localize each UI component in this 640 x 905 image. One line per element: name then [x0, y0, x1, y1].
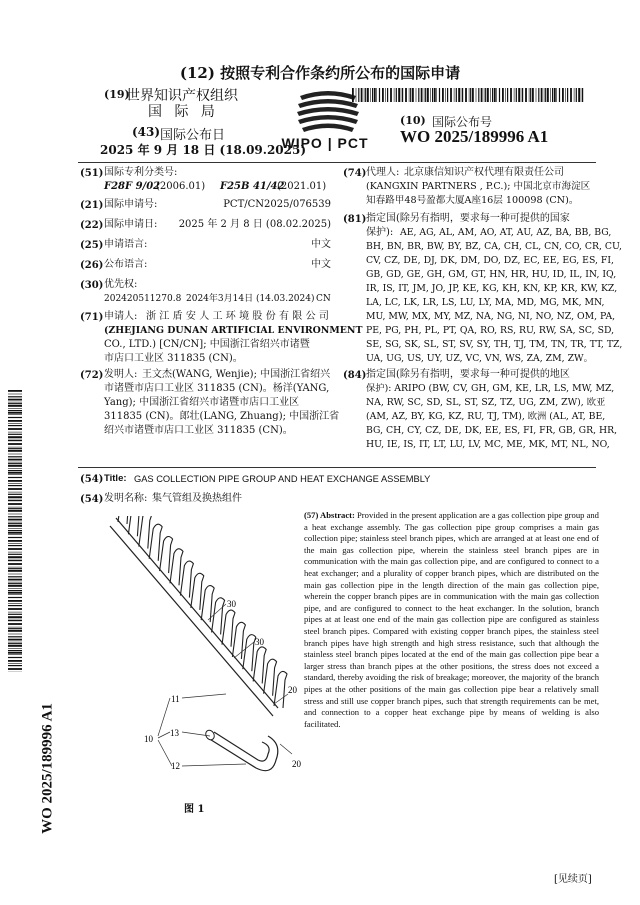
label-20-a: 20: [288, 685, 297, 695]
leader-lines: [158, 604, 292, 766]
branch-pipe: [160, 536, 173, 573]
f72-code: (72): [80, 370, 104, 381]
header-divider: [78, 162, 596, 163]
f74-line1: 北京康信知识产权代理有限责任公司: [404, 167, 564, 178]
f21-value: PCT/CN2025/076539: [223, 199, 331, 210]
branch-pipe: [212, 598, 225, 635]
inlet-pipe-outer: [208, 736, 278, 771]
f25-value: 中文: [311, 239, 331, 250]
f71-label: 申请人:: [104, 311, 138, 322]
f22-value: 2025 年 2 月 8 日 (08.02.2025): [178, 219, 331, 230]
f71-line1: 浙江盾安人工环境股份有限公司: [146, 311, 333, 322]
document-title: (12) 按照专利合作条约所公布的国际申请: [179, 64, 461, 82]
wipo-pct-logo-text: WIPO | PCT: [281, 135, 369, 151]
branch-pipe: [243, 635, 256, 672]
f30-country: CN: [316, 294, 331, 304]
f84-line3: BG, CH, CY, CZ, DE, DK, EE, ES, FI, FR, GB, GR, HR,: [366, 425, 618, 436]
f74-label: 代理人:: [366, 167, 400, 178]
side-pubno: WO 2025/189996 A1: [39, 703, 56, 834]
f21-label: 国际申请号:: [104, 199, 158, 210]
pubdate-value: 2025 年 9 月 18 日 (18.09.2025): [100, 143, 307, 157]
f81-line1: AE, AG, AL, AM, AO, AT, AU, AZ, BA, BB, BG,: [400, 227, 612, 238]
f72-label: 发明人:: [104, 369, 138, 380]
label-20-b: 20: [292, 759, 301, 769]
f26-label: 公布语言:: [104, 259, 148, 270]
f71-line3: CO., LTD.) [CN/CN]; 中国浙江省绍兴市诸暨: [104, 339, 310, 350]
pubdate-code: (43): [132, 125, 161, 139]
title-divider: [78, 467, 596, 468]
f71-line2: (ZHEJIANG DUNAN ARTIFICIAL ENVIRONMENT: [104, 325, 363, 336]
f81-line8: PE, PG, PH, PL, PT, QA, RO, RS, RU, RW, SA, SC, SD,: [366, 325, 615, 336]
f30-date: 2024年3月14日 (14.03.2024): [186, 294, 315, 304]
f51-label: 国际专利分类号:: [104, 167, 178, 178]
f54-zh-code: (54): [80, 494, 104, 505]
barcode-side-icon: [8, 390, 22, 672]
branch-pipe: [232, 622, 245, 659]
f81-line10: UA, UG, US, UY, UZ, VC, VN, WS, ZA, ZM, ZW。: [366, 353, 593, 364]
abstract: [304, 510, 599, 730]
continued-note: [见续页]: [554, 874, 592, 885]
f51-ipc2: F25B 41/42: [220, 181, 285, 192]
f72-line3: Yang); 中国浙江省绍兴市诸暨市店口工业区: [104, 397, 300, 408]
label-30-a: 30: [227, 599, 236, 609]
branch-pipe: [149, 524, 162, 561]
f81-line5: IR, IS, IT, JM, JO, JP, KE, KG, KH, KN, KP, KR, KW, KZ,: [366, 283, 618, 294]
f51-code: (51): [80, 168, 104, 179]
f84-line4: HU, IE, IS, IT, LT, LU, LV, MC, ME, MK, MT, NL, NO,: [366, 439, 610, 450]
branch-pipe: [191, 573, 204, 610]
f74-line2: (KANGXIN PARTNERS , P.C.); 中国北京市海淀区: [366, 181, 591, 192]
f74-line3: 知春路甲48号盈都大厦A座16层 100098 (CN)。: [366, 195, 579, 206]
f81-code: (81): [343, 214, 367, 225]
org-name: 世界知识产权组织: [126, 88, 238, 104]
f54-en-code: (54): [80, 474, 104, 485]
f84-line2: (AM, AZ, BY, KG, KZ, RU, TJ, TM), 欧洲 (AL, AT, BE,: [366, 411, 606, 422]
f81-line7: MU, MW, MX, MY, MZ, NA, NG, NI, NO, NZ, OM, PA,: [366, 311, 616, 322]
f51-ipc2-date: (2021.01): [277, 181, 327, 192]
f72-line2: 市诸暨市店口工业区 311835 (CN)。杨洋(YANG,: [104, 383, 330, 394]
f81-line0: 保护):: [366, 227, 394, 238]
f22-code: (22): [80, 220, 104, 231]
branch-pipe: [222, 610, 235, 647]
f81-line9: SE, SG, SK, SL, ST, SV, SY, TH, TJ, TM, TN, TR, TT, TZ,: [366, 339, 623, 350]
f26-value: 中文: [311, 259, 331, 270]
inlet-pipe-end: [204, 729, 216, 742]
branch-pipe: [170, 549, 183, 586]
f81-line2: BH, BN, BR, BW, BY, BZ, CA, CH, CL, CN, CO, CR, CU,: [366, 241, 622, 252]
f71-line4: 市店口工业区 311835 (CN)。: [104, 353, 243, 364]
f81-label: 指定国(除另有指明，要求每一种可提供的国家: [366, 213, 570, 224]
f54-zh-label: 发明名称:: [104, 493, 148, 504]
org-code: (19): [104, 88, 130, 101]
f26-code: (26): [80, 260, 104, 271]
f84-line0: 保护): ARIPO (BW, CV, GH, GM, KE, LR, LS, MW, MZ,: [366, 383, 615, 394]
pubno-code: (10): [400, 114, 426, 127]
f21-code: (21): [80, 200, 104, 211]
abstract-code: (57) Abstract:: [304, 510, 355, 520]
f51-ipc1: F28F 9/02: [104, 181, 161, 192]
f84-code: (84): [343, 370, 367, 381]
figure-label: 图 1: [184, 804, 205, 815]
pubno-value: WO 2025/189996 A1: [400, 127, 549, 146]
f54-en-title: GAS COLLECTION PIPE GROUP AND HEAT EXCHANGE ASSEMBLY: [134, 474, 431, 484]
f25-label: 申请语言:: [104, 239, 148, 250]
f25-code: (25): [80, 240, 104, 251]
label-30-b: 30: [255, 637, 264, 647]
main-pipe-top-edge: [116, 518, 278, 708]
org-bureau: 国 际 局: [148, 104, 219, 120]
f81-line4: GB, GD, GE, GH, GM, GT, HN, HR, HU, ID, IL, IN, IQ,: [366, 269, 617, 280]
barcode-top-icon: [352, 88, 584, 102]
label-10: 10: [144, 734, 153, 744]
f51-ipc1-date: (2006.01): [156, 181, 206, 192]
branch-pipe: [253, 647, 266, 684]
f84-line1: NA, RW, SC, SD, SL, ST, SZ, TZ, UG, ZM, ZW), 欧亚: [366, 397, 606, 408]
f30-code: (30): [80, 280, 104, 291]
branch-pipe: [264, 659, 277, 696]
label-12: 12: [171, 761, 180, 771]
abstract-text: Provided in the present application are a gas collection pipe group and a heat exchange assembly. The gas collection pipe group comprises a main gas collection pipe; stainless steel branch pipes, which are arranged at at least one end of the main gas collection pipe, wherein the stainless steel branch pipes are in communication with the main gas collection pipe, and are configured to connect to a heat exchanger; and a plurality of copper branch pipes, which are distributed on the main gas collection pipe in the length direction of the main gas collection pipe, wherein the copper branch pipes are in communication with the main gas collection pipe, and are configured to connect to the heat exchanger. In the solution, branch pipes at at least one end of the main gas collection pipe are configured as stainless steel branch pipes. Compared with existing copper branch pipes, the stainless steel branch pipes have high strength and high stress resistance, such that although the stainless steel branch pipes located at the end of the main gas collection pipe bear a larger stress than branch pipes at the other positions, the stress does not exceed a standard, thereby avoiding the risk of breakage; moreover, the majority of the branch pipes at the other positions of the main gas collection pipe bear a relatively small stress and still use copper branch pipes, such that strength requirements can be met, and connection to a copper heat exchange pipe by means of welding is also facilitated.: [304, 510, 599, 729]
f72-line1: 王文杰(WANG, Wenjie); 中国浙江省绍兴: [142, 369, 331, 380]
f71-code: (71): [80, 312, 104, 323]
branch-pipe: [128, 516, 141, 536]
main-pipe-bottom-edge: [110, 526, 273, 716]
pubdate-label: 国际公布日: [160, 128, 226, 143]
branch-pipe: [139, 516, 152, 549]
branch-pipes: [118, 516, 287, 708]
f54-zh-title: 集气管组及换热组件: [152, 493, 242, 504]
f74-code: (74): [343, 168, 367, 179]
f81-line3: CV, CZ, DE, DJ, DK, DM, DO, DZ, EC, EE, EG, ES, FI,: [366, 255, 614, 266]
pubno-label: 国际公布号: [432, 115, 493, 129]
f30-app-no: 202420511270.8: [104, 294, 182, 304]
f84-label: 指定国(除另有指明，要求每一种可提供的地区: [366, 369, 570, 380]
f22-label: 国际申请日:: [104, 219, 158, 230]
f30-label: 优先权:: [104, 279, 138, 290]
f81-line6: LA, LC, LK, LR, LS, LU, LY, MA, MD, MG, MK, MN,: [366, 297, 605, 308]
f54-en-label: Title:: [104, 473, 127, 484]
f72-line4: 311835 (CN)。郎壮(LANG, Zhuang); 中国浙江省: [104, 411, 340, 422]
figure-drawing: [96, 516, 310, 778]
f72-line5: 绍兴市诸暨市店口工业区 311835 (CN)。: [104, 425, 293, 436]
branch-pipe: [180, 561, 193, 598]
label-11: 11: [171, 694, 180, 704]
label-13: 13: [170, 728, 179, 738]
